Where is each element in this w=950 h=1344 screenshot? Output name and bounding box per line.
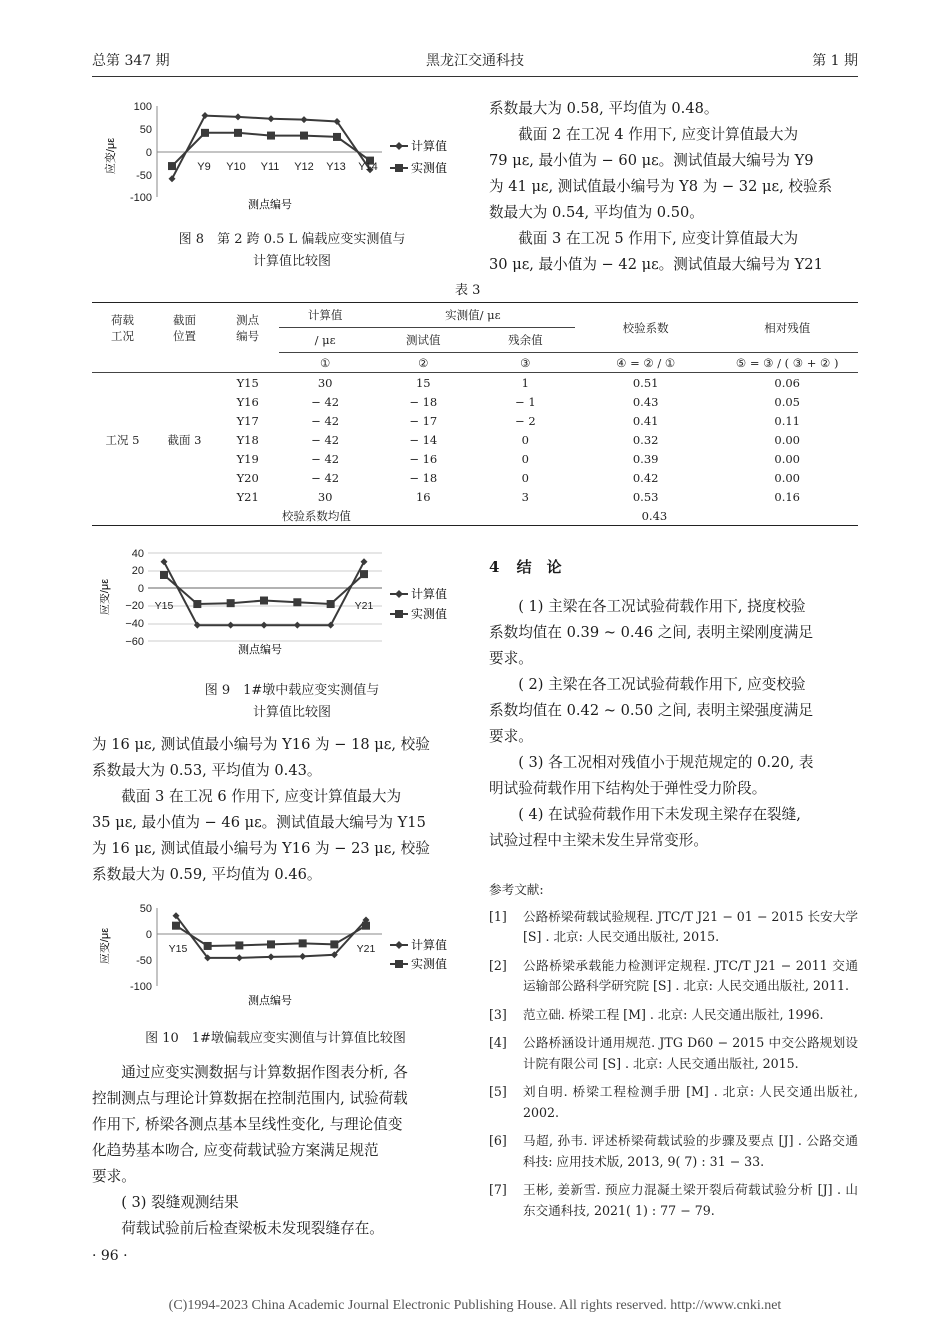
table-3-title: 表 3 <box>455 283 481 298</box>
fig9-calc-point <box>294 622 301 629</box>
fig9-ytick: −20 <box>125 600 144 612</box>
fig8-ytick: 0 <box>145 147 152 159</box>
fig8-xtick: Y12 <box>294 161 314 173</box>
fig8-ytick: 100 <box>133 101 152 113</box>
text-line: 控制测点与理论计算数据在控制范围内, 试验荷载 <box>92 1090 408 1107</box>
fig8-calc-point <box>169 175 176 182</box>
fig9-meas-point <box>360 570 368 578</box>
th-n3: ③ <box>476 353 575 373</box>
table-cell: − 1 <box>515 394 536 409</box>
fig8-xtick: Y11 <box>260 161 280 173</box>
th-coef: 校验系数 <box>575 303 717 353</box>
reference-item: [5] 刘自明. 桥梁工程检测手册 [M] . 北京: 人民交通出版社, 2002. <box>489 1084 858 1120</box>
fig9-xtick: Y15 <box>154 600 174 612</box>
figure-8-chart <box>100 96 480 220</box>
fig10-xtick: Y15 <box>168 943 188 955</box>
fig9-calc-point <box>161 558 168 565</box>
fig8-xlabel: 测点编号 <box>248 199 292 211</box>
fig8-meas-point <box>267 132 275 140</box>
fig9-meas-point <box>293 598 301 606</box>
fig10-legend-calc: 计算值 <box>411 938 448 952</box>
table-cell: 0.42 <box>632 470 659 485</box>
fig10-ytick: -100 <box>129 981 152 993</box>
text-line: 系数最大为 0.59, 平均值为 0.46。 <box>92 866 322 883</box>
references <box>489 880 858 1229</box>
fig10-ytick: 50 <box>139 903 152 915</box>
text-line: 截面 2 在工况 4 作用下, 应变计算值最大为 <box>518 126 799 143</box>
fig9-meas-point <box>227 599 235 607</box>
fig10-meas-point <box>330 940 338 948</box>
fig9-ytick: 0 <box>137 583 144 595</box>
fig10-caption: 图 10 1#墩偏载应变实测值与计算值比较图 <box>145 1031 406 1046</box>
table-cell: 0 <box>521 451 529 466</box>
fig10-legend <box>390 937 447 971</box>
text-line: ( 2) 主梁在各工况试验荷载作用下, 应变校验 <box>518 676 806 693</box>
table-cell: 0.05 <box>774 394 800 409</box>
fig8-legend <box>390 138 447 175</box>
fig10-ytick: -50 <box>136 955 152 967</box>
table-cell: Y19 <box>236 451 259 466</box>
square-marker-icon <box>395 164 403 172</box>
diamond-marker-icon <box>395 590 403 598</box>
fig9-caption-line1: 图 9 1#墩中载应变实测值与 <box>204 683 380 698</box>
fig9-legend-meas: 实测值 <box>411 607 448 621</box>
cell-avg-value: 0.43 <box>371 506 858 526</box>
table-cell: 0.43 <box>632 394 659 409</box>
fig9-legend <box>390 586 447 621</box>
th-n5: ⑤ = ③ / ( ③ + ② ) <box>716 353 858 373</box>
copyright-footer: (C)1994-2023 China Academic Journal Electronic Publishing House. All rights reserved. http://www.cnki.net <box>168 1298 782 1313</box>
table-cell: 30 <box>317 489 333 504</box>
reference-item: [2] 公路桥梁承载能力检测评定规程. JTC/T J21 − 2011 交通运输部公路科学研究院 [S] . 北京: 人民交通出版社, 2011. <box>489 957 858 993</box>
th-n4: ④ = ② / ① <box>575 353 717 373</box>
cell-avg-label: 校验系数均值 <box>92 506 371 526</box>
text-line: 数最大为 0.54, 平均值为 0.50。 <box>489 204 704 221</box>
cell-load-case: 工况 5 <box>105 432 140 447</box>
fig10-xlabel: 测点编号 <box>248 995 292 1007</box>
table-cell: 0.53 <box>632 489 659 504</box>
text-line: 35 με, 最小值为 − 46 με。测试值最大编号为 Y15 <box>92 814 426 831</box>
reference-item: [4] 公路桥涵设计通用规范. JTG D60 − 2015 中交公路规划设计院有限公司 [S] . 北京: 人民交通出版社, 2015. <box>489 1035 858 1071</box>
fig10-ytick: 0 <box>145 929 152 941</box>
th-calc: 计算值 <box>279 303 370 328</box>
fig8-calc-point <box>202 112 209 119</box>
diamond-marker-icon <box>395 142 403 150</box>
fig9-meas-point <box>260 597 268 605</box>
fig8-calc-point <box>301 116 308 123</box>
table-cell: 0.32 <box>632 432 659 447</box>
fig10-meas-point <box>204 942 212 950</box>
fig8-calc-point <box>268 115 275 122</box>
fig10-calc-point <box>236 954 243 961</box>
square-marker-icon <box>395 610 403 618</box>
text-line: 通过应变实测数据与计算数据作图表分析, 各 <box>121 1064 408 1081</box>
fig8-caption-line2: 计算值比较图 <box>252 254 331 269</box>
table-cell: 0.00 <box>774 470 800 485</box>
header-journal-title: 黑龙江交通科技 <box>426 53 524 69</box>
text-line: 截面 3 在工况 6 作用下, 应变计算值最大为 <box>121 788 402 805</box>
table-cell: 0 <box>521 432 529 447</box>
table-cell: 3 <box>521 489 529 504</box>
table-cell: 30 <box>317 375 333 390</box>
table-cell: − 42 <box>311 451 340 466</box>
fig10-meas-point <box>235 941 243 949</box>
diamond-marker-icon <box>395 941 403 949</box>
fig9-caption-line2: 计算值比较图 <box>252 705 331 720</box>
fig8-calc-point <box>235 113 242 120</box>
fig9-meas-point <box>160 571 168 579</box>
fig9-meas-point <box>193 600 201 608</box>
page-number: · 96 · <box>92 1248 128 1264</box>
fig9-calc-point <box>227 622 234 629</box>
th-resid: 残余值 <box>476 328 575 353</box>
th-load: 荷载 工况 <box>111 312 134 343</box>
fig10-meas-point <box>299 939 307 947</box>
text-line: 系数最大为 0.58, 平均值为 0.48。 <box>489 100 719 117</box>
text-line: 截面 3 在工况 5 作用下, 应变计算值最大为 <box>518 230 799 247</box>
th-rel: 相对残值 <box>716 303 858 353</box>
references-title: 参考文献: <box>489 882 544 897</box>
table-cell: Y20 <box>236 470 259 485</box>
fig8-ylabel: 应变/με <box>105 137 117 175</box>
table-cell: Y16 <box>236 394 259 409</box>
fig8-caption-line1: 图 8 第 2 跨 0.5 L 偏载应变实测值与 <box>178 232 406 247</box>
fig8-meas-point <box>201 129 209 137</box>
reference-item: [6] 马超, 孙韦. 评述桥梁荷载试验的步骤及要点 [J] . 公路交通科技: 应用技术版, 2013, 9( 7) : 31 − 33. <box>489 1133 858 1169</box>
text-line: 化趋势基本吻合, 应变荷载试验方案满足规范 <box>92 1142 379 1159</box>
fig8-xtick: Y9 <box>197 161 211 173</box>
text-line: 为 16 με, 测试值最小编号为 Y16 为 − 23 με, 校验 <box>92 840 430 857</box>
figure-9-chart <box>100 545 480 667</box>
fig8-meas-point <box>300 132 308 140</box>
th-n1: ① <box>279 353 370 373</box>
square-marker-icon <box>395 960 403 968</box>
text-line: 为 41 με, 测试值最小编号为 Y8 为 − 32 με, 校验系 <box>489 178 833 195</box>
fig9-legend-calc: 计算值 <box>411 587 448 601</box>
text-line: 系数均值在 0.39 ~ 0.46 之间, 表明主梁刚度满足 <box>489 624 813 641</box>
fig9-ytick: −60 <box>125 636 144 648</box>
table-cell: 0.00 <box>774 432 800 447</box>
fig10-meas-point <box>172 922 180 930</box>
reference-item: [1] 公路桥梁荷载试验规程. JTC/T J21 − 01 − 2015 长安大学 [S] . 北京: 人民交通出版社, 2015. <box>489 908 858 944</box>
reference-item: [7] 王彬, 姜新雪. 预应力混凝土梁开裂后荷载试验分析 [J] . 山东交通科技, 2021( 1) : 77 − 79. <box>489 1182 858 1218</box>
table-cell: 0.16 <box>774 489 800 504</box>
header-rule <box>92 76 858 77</box>
fig9-ytick: −40 <box>125 618 144 630</box>
fig9-calc-point <box>261 622 268 629</box>
header-issue: 第 1 期 <box>812 53 858 69</box>
section-title: 结 论 <box>516 558 562 576</box>
subsection-title: ( 3) 裂缝观测结果 <box>121 1194 239 1211</box>
table-cell: − 42 <box>311 413 340 428</box>
th-n2: ② <box>371 353 476 373</box>
table-cell: 0.11 <box>774 413 800 428</box>
table-cell: − 42 <box>311 394 340 409</box>
table-cell: Y21 <box>236 489 259 504</box>
text-line: 作用下, 桥梁各测点基本呈线性变化, 与理论值变 <box>92 1116 403 1133</box>
fig9-ytick: 20 <box>131 565 144 577</box>
header-issue-total: 总第 347 期 <box>92 53 170 69</box>
fig8-xtick: Y13 <box>326 161 346 173</box>
table-cell: − 18 <box>409 470 438 485</box>
th-measured: 实测值/ με <box>371 303 575 328</box>
fig8-ytick: -100 <box>129 192 152 204</box>
table-cell: Y17 <box>236 413 259 428</box>
text-line: ( 4) 在试验荷载作用下未发现主梁存在裂缝, <box>518 806 801 823</box>
fig8-meas-point <box>333 133 341 141</box>
reference-item: [3] 范立础. 桥梁工程 [M] . 北京: 人民交通出版社, 1996. <box>489 1006 824 1022</box>
text-line: 荷载试验前后检查梁板未发现裂缝存在。 <box>121 1220 384 1237</box>
fig8-ytick: 50 <box>139 124 152 136</box>
fig8-meas-point <box>168 162 176 170</box>
table-cell: 0.51 <box>632 375 659 390</box>
fig8-xtick: Y10 <box>226 161 246 173</box>
table-cell: 0.06 <box>774 375 800 390</box>
table-row-average <box>92 506 858 526</box>
text-line: 试验过程中主梁未发生异常变形。 <box>489 832 708 849</box>
text-line: 系数最大为 0.53, 平均值为 0.43。 <box>92 762 322 779</box>
text-line: 30 με, 最小值为 − 42 με。测试值最大编号为 Y21 <box>489 256 823 273</box>
fig8-xtick: Y14 <box>358 161 378 173</box>
text-line: ( 1) 主梁在各工况试验荷载作用下, 挠度校验 <box>518 598 806 615</box>
text-line: 系数均值在 0.42 ~ 0.50 之间, 表明主梁强度满足 <box>489 702 813 719</box>
table-row <box>92 373 858 393</box>
section-number: 4 <box>489 558 500 576</box>
table-cell: 0.00 <box>774 451 800 466</box>
fig8-legend-meas: 实测值 <box>411 161 448 175</box>
th-calc-unit: / με <box>279 328 370 353</box>
fig10-ylabel: 应变/με <box>100 927 111 965</box>
table-cell: 0.41 <box>632 413 659 428</box>
cell-section: 截面 3 <box>167 432 202 447</box>
text-line: ( 3) 各工况相对残值小于规范规定的 0.20, 表 <box>518 754 814 771</box>
table-cell: − 14 <box>409 432 438 447</box>
fig8-ytick: -50 <box>136 170 152 182</box>
table-cell: 0.39 <box>632 451 659 466</box>
table-cell: − 42 <box>311 432 340 447</box>
table-cell: − 18 <box>409 394 438 409</box>
table-cell: − 16 <box>409 451 438 466</box>
fig9-ylabel: 应变/με <box>100 578 111 616</box>
fig10-xtick: Y21 <box>356 943 376 955</box>
figure-10-chart <box>100 898 480 1020</box>
th-point: 测点 编号 <box>236 312 260 343</box>
fig8-legend-calc: 计算值 <box>411 139 448 153</box>
fig10-calc-point <box>299 953 306 960</box>
text-line: 为 16 με, 测试值最小编号为 Y16 为 − 18 με, 校验 <box>92 736 430 753</box>
text-line: 要求。 <box>489 650 533 667</box>
table-cell: Y15 <box>236 375 259 390</box>
table-cell: 1 <box>521 375 529 390</box>
fig10-meas-point <box>267 940 275 948</box>
table-cell: − 2 <box>515 413 536 428</box>
text-line: 79 με, 最小值为 − 60 με。测试值最大编号为 Y9 <box>489 152 814 169</box>
fig8-meas-point <box>234 129 242 137</box>
table-cell: − 42 <box>311 470 340 485</box>
fig9-xlabel: 测点编号 <box>238 644 282 656</box>
fig9-calc-point <box>361 558 368 565</box>
fig10-legend-meas: 实测值 <box>411 957 448 971</box>
th-section: 截面 位置 <box>172 312 196 343</box>
table-3 <box>92 302 858 526</box>
table-cell: Y18 <box>236 432 259 447</box>
text-line: 要求。 <box>489 728 533 745</box>
table-cell: 16 <box>415 489 431 504</box>
th-test: 测试值 <box>371 328 476 353</box>
fig10-series-calc-line <box>176 916 366 958</box>
fig10-meas-point <box>362 922 370 930</box>
fig9-ytick: 40 <box>131 548 144 560</box>
fig9-xtick: Y21 <box>354 600 374 612</box>
text-line: 明试验荷载作用下结构处于弹性受力阶段。 <box>489 780 767 797</box>
text-line: 要求。 <box>92 1168 136 1185</box>
table-cell: 0 <box>521 470 529 485</box>
fig10-calc-point <box>268 953 275 960</box>
fig9-meas-point <box>327 600 335 608</box>
table-cell: 15 <box>415 375 431 390</box>
table-cell: − 17 <box>409 413 438 428</box>
